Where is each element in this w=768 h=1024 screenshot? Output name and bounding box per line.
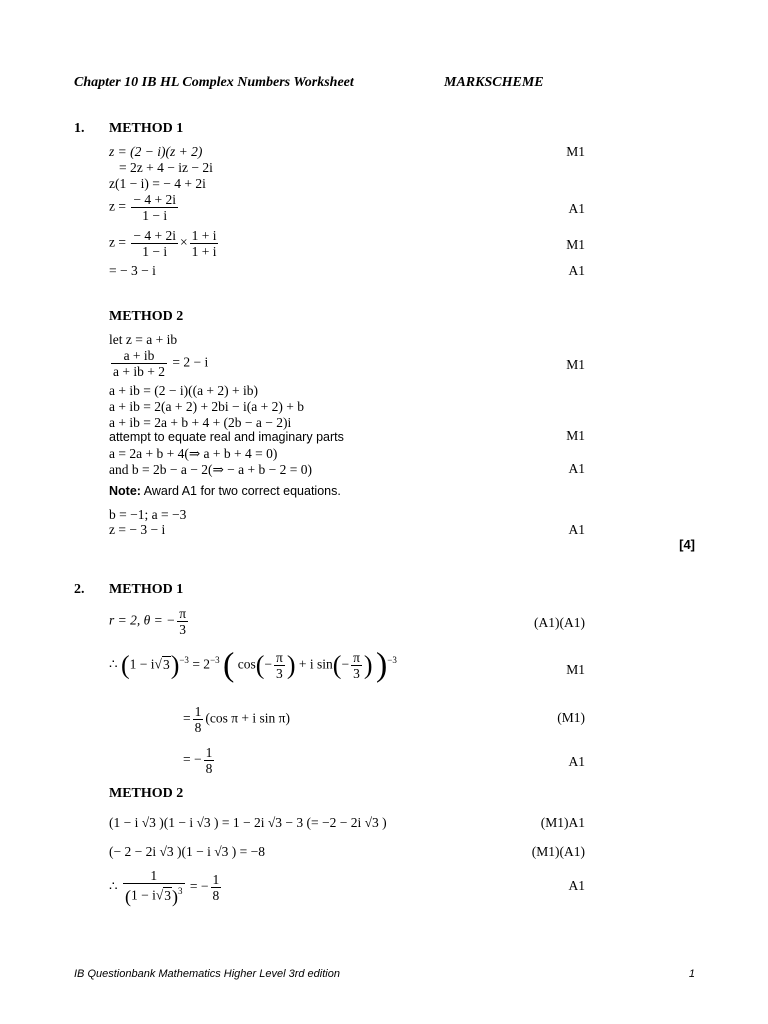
mark-code: M1 (566, 428, 585, 443)
method-heading: METHOD 2 (109, 786, 184, 801)
working-line: z(1 − i) = − 4 + 2i (109, 176, 206, 191)
mark-code: A1 (568, 263, 585, 278)
working-line: a = 2a + b + 4(⇒ a + b + 4 = 0) (109, 446, 278, 461)
working-line: a + ib = 2a + b + 4 + (2b − a − 2)i (109, 415, 292, 430)
working-line: let z = a + ib (109, 332, 178, 347)
mark-code: A1 (568, 201, 585, 216)
question-total: [4] (679, 537, 695, 552)
working-line: attempt to equate real and imaginary parts (109, 430, 344, 444)
modulus-argument-line: r = 2, θ = − $\frac{\pi}{3}$ (109, 606, 187, 637)
working-line: (1 − i √3 )(1 − i √3 ) = 1 − 2i √3 − 3 (= −2 − 2i √3 ) (109, 815, 387, 830)
mark-code: (M1)(A1) (531, 844, 585, 859)
fraction-line: ∴ $\frac{1}{(1 - i√3)^3}$ = − $\frac{1}{8}$ (109, 868, 220, 907)
fraction-line: z = $\frac{- 4 + 2i}{1 - i}$ × $\frac{1 + i}{1 + i}$ (109, 228, 217, 259)
mark-code: A1 (568, 754, 585, 769)
markscheme-label: MARKSCHEME (444, 75, 544, 90)
fraction-line: $\frac{a + ib}{a + ib + 2}$ = 2 − i (113, 348, 209, 379)
working-line: z = (2 − i)(z + 2) (109, 144, 203, 159)
working-line: a + ib = 2(a + 2) + 2bi − i(a + 2) + b (109, 399, 305, 414)
footer-source: IB Questionbank Mathematics Higher Level 3rd edition (74, 968, 340, 980)
mark-code: M1 (566, 144, 585, 159)
document-title: Chapter 10 IB HL Complex Numbers Worksheet (74, 75, 354, 90)
working-line: b = −1; a = −3 (109, 507, 187, 522)
mark-code: (M1) (557, 710, 585, 725)
working-line: and b = 2b − a − 2(⇒ − a + b − 2 = 0) (109, 462, 312, 477)
working-line: = 2z + 4 − iz − 2i (119, 160, 213, 175)
method-heading: METHOD 1 (109, 582, 184, 597)
working-line: a + ib = (2 − i)((a + 2) + ib) (109, 383, 259, 398)
mark-code: A1 (568, 878, 585, 893)
mark-code: M1 (566, 237, 585, 252)
working-line: z = − 3 − i (109, 522, 166, 537)
working-line: (− 2 − 2i √3 )(1 − i √3 ) = −8 (109, 844, 265, 859)
working-line: = $\frac{1}{8}$ (cos π + i sin π) (183, 704, 290, 735)
mark-code: (M1)A1 (540, 815, 585, 830)
question-number: 2. (74, 582, 85, 597)
mark-code: A1 (568, 522, 585, 537)
de-moivre-line: ∴ $(1 - i√3)^{-3} = 2^{-3}$ ( cos(− $\frac{\pi}{3}$ ) + i sin(− $\frac{\pi}{3}$ ) )$^{-3}$ (109, 646, 397, 684)
method-heading: METHOD 2 (109, 309, 184, 324)
working-line: = − 3 − i (109, 263, 156, 278)
mark-code: M1 (566, 357, 585, 372)
question-number: 1. (74, 121, 85, 136)
mark-code: M1 (566, 662, 585, 677)
working-line: = − $\frac{1}{8}$ (183, 745, 213, 776)
mark-code: A1 (568, 461, 585, 476)
method-heading: METHOD 1 (109, 121, 184, 136)
mark-code: (A1)(A1) (534, 615, 585, 630)
page-number: 1 (688, 968, 695, 980)
marking-note: Note: Award A1 for two correct equations. (109, 484, 341, 498)
fraction-line: z = $\frac{- 4 + 2i}{1 - i}$ (109, 192, 176, 223)
